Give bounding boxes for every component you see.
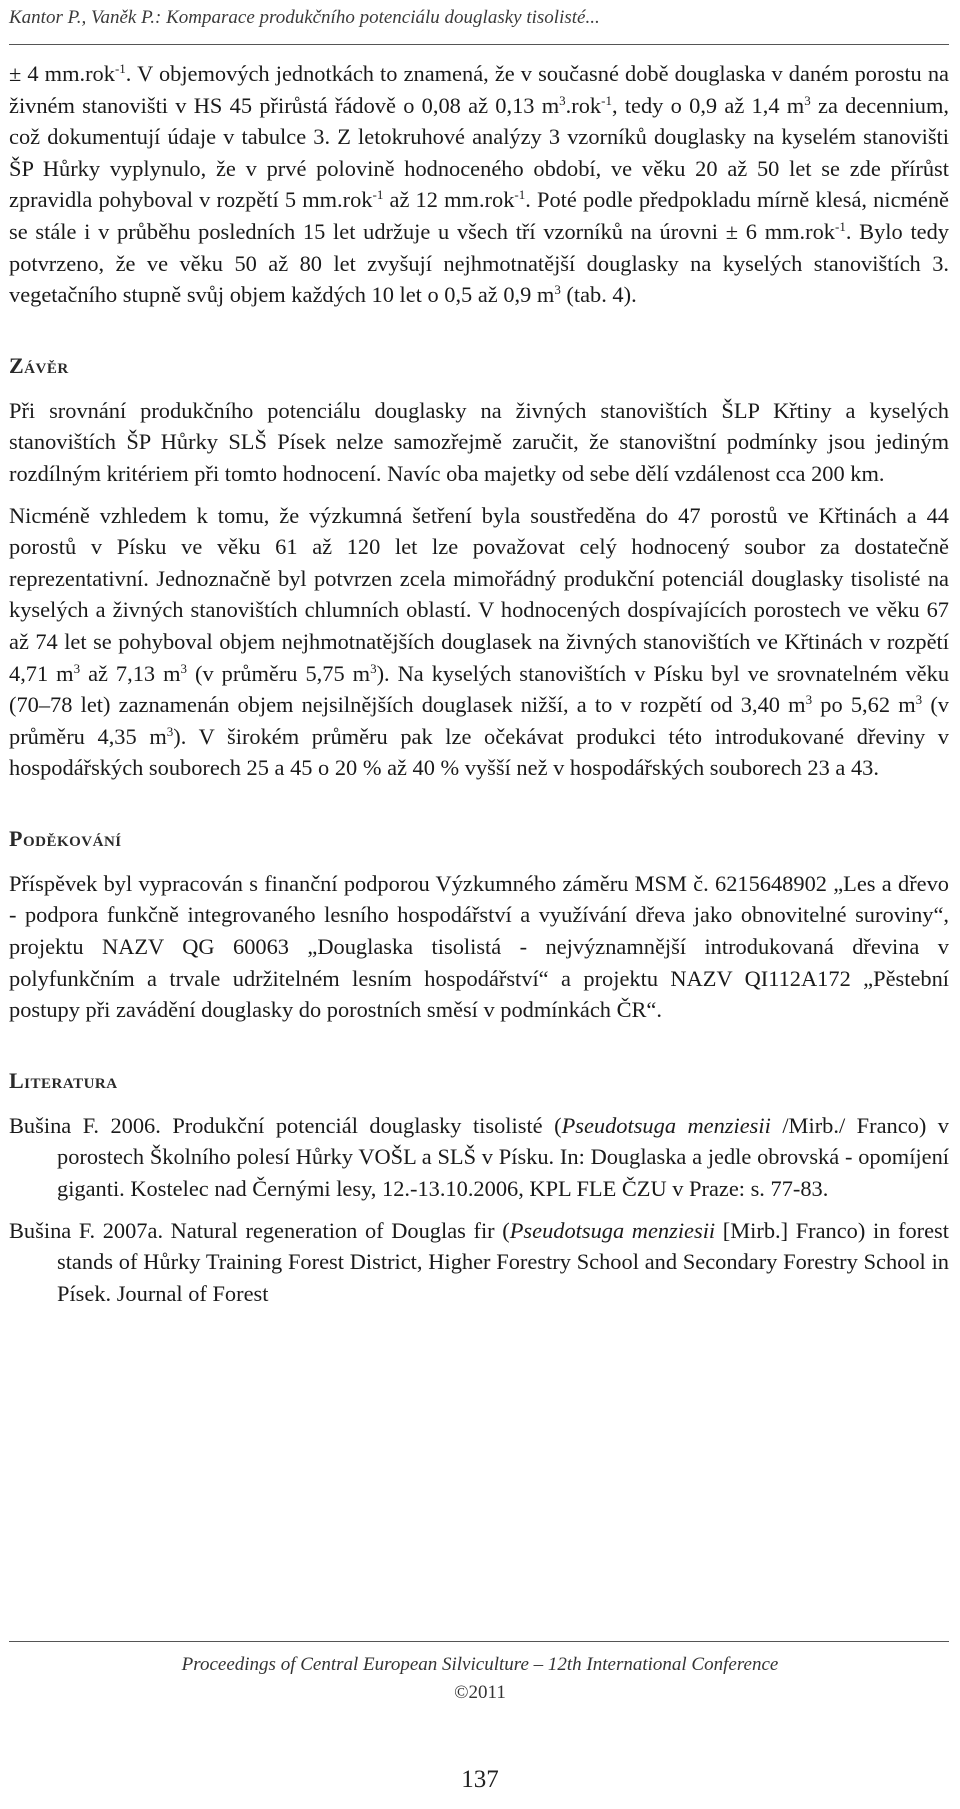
page-number: 137 xyxy=(461,1766,499,1793)
text-run: ). V širokém průměru pak lze očekávat produkci této introdukované dřeviny v hospodářských souborech 25 a 45 o 20 % až 40 % vyšší než v hospodářských souborech 23 a 43. xyxy=(9,723,949,781)
running-header: Kantor P., Vaněk P.: Komparace produkčního potenciálu douglasky tisolisté... xyxy=(9,7,600,28)
superscript: 3 xyxy=(804,92,811,108)
superscript: -1 xyxy=(601,92,612,108)
reference-item xyxy=(9,1215,949,1310)
superscript: 3 xyxy=(166,723,174,739)
header-rule xyxy=(9,44,949,45)
section-heading-zaver: Závěr xyxy=(9,352,69,378)
superscript: 3 xyxy=(180,660,188,676)
footer-copyright: ©2011 xyxy=(454,1682,506,1703)
reference-item xyxy=(9,1110,949,1205)
superscript: 3 xyxy=(805,692,813,708)
footer xyxy=(0,1651,960,1707)
text-run: . Poté podle předpokladu mírně klesá, nicméně se stále i v průběhu posledních 15 let udržuje u všech tří vzorníků na úrovni ± 6 mm.rok xyxy=(9,187,949,244)
footer-conference: Proceedings of Central European Silviculture – 12th International Conference xyxy=(181,1654,779,1675)
superscript: 3 xyxy=(559,92,566,108)
superscript: -1 xyxy=(372,187,384,203)
text-run: [Mirb.] Franco) in forest stands of Hůrky Training Forest District, Higher Forestry School and Secondary Forestry School in Písek. Journal of Forest xyxy=(57,1217,949,1306)
text-run: (v průměru 4,35 m xyxy=(9,692,949,749)
text-run: Bušina F. 2007a. Natural regeneration of Douglas fir ( xyxy=(9,1217,510,1243)
section-heading-podekovani: Poděkování xyxy=(9,825,122,851)
section-heading-literatura: Literatura xyxy=(9,1067,118,1093)
text-run: za decennium, což dokumentují údaje v tabulce 3. Z letokruhové analýzy 3 vzorníků douglasky na kyselém stanovišti ŠP Hůrky vyplynulo, že v prvé polovině hodnoceného období, ve věku 20 až 50 let se zde přírůst zpravidla pohyboval v rozpětí 5 mm.rok xyxy=(9,92,949,213)
text-run: po 5,62 m xyxy=(812,692,916,718)
superscript: 3 xyxy=(73,660,81,676)
species-name: Pseudotsuga menziesii xyxy=(509,1217,716,1243)
acknowledgement-paragraph: Příspěvek byl vypracován s finanční podporou Výzkumného záměru MSM č. 6215648902 „Les a dřevo - podpora funkčně integrovaného lesního hospodářství a využívání dřeva jako obnovitelné suroviny“, projektu NAZV QG 60063 „Douglaska tisolistá - nejvýznamnější introdukovaná dřevina v polyfunkčním a trvale udržitelném lesním hospodářství“ a projektu NAZV QI112A172 „Pěstební postupy při zavádění douglasky do porostních směsí v podmínkách ČR“. xyxy=(9,870,949,1023)
text-run: .rok xyxy=(565,92,602,118)
text-run: Bušina F. 2006. Produkční potenciál douglasky tisolisté ( xyxy=(9,1112,562,1138)
text-run: (v průměru 5,75 m xyxy=(187,660,371,686)
superscript: 3 xyxy=(554,282,561,298)
text-run: až 7,13 m xyxy=(80,660,181,686)
zaver-paragraph-2 xyxy=(9,500,949,784)
superscript: -1 xyxy=(834,218,846,234)
superscript: 3 xyxy=(370,660,377,676)
intro-paragraph xyxy=(9,58,949,311)
text-run: ± 4 mm.rok xyxy=(9,61,115,86)
species-name: Pseudotsuga menziesii xyxy=(561,1112,771,1138)
superscript: 3 xyxy=(915,692,923,708)
text-run: /Mirb./ Franco) v porostech Školního polesí Hůrky VOŠL a SLŠ v Písku. In: Douglaska a jedle obrovská - opomíjení giganti. Kostelec nad Černými lesy, 12.-13.10.2006, KPL FLE ČZU v Praze: s. 77-83. xyxy=(57,1112,949,1202)
text-run: (tab. 4). xyxy=(560,282,637,308)
text-run: . V objemových jednotkách to znamená, že v současné době douglaska v daném porostu na živném stanovišti v HS 45 přirůstá řádově o 0,08 až 0,13 m xyxy=(9,61,949,118)
zaver-paragraph-1: Při srovnání produkčního potenciálu douglasky na živných stanovištích ŠLP Křtiny a kyselých stanovištích ŠP Hůrky SLŠ Písek nelze samozřejmě zaručit, že stanovištní podmínky jsou jediným rozdílným kritériem při tomto hodnocení. Navíc oba majetky od sebe dělí vzdálenost cca 200 km. xyxy=(9,397,949,486)
text-run: až 12 mm.rok xyxy=(383,187,515,213)
superscript: -1 xyxy=(114,61,126,76)
superscript: -1 xyxy=(514,187,526,203)
text-run: ). Na kyselých stanovištích v Písku byl ve srovnatelném věku (70–78 let) zaznamenán objem nejsilnějších douglasek nižší, a to v rozpětí od 3,40 m xyxy=(9,660,950,718)
text-run: , tedy o 0,9 až 1,4 m xyxy=(611,92,805,118)
page-body xyxy=(9,58,949,1319)
footer-rule xyxy=(9,1641,949,1642)
text-run: . Bylo tedy potvrzeno, že ve věku 50 až 80 let zvyšují nejhmotnatější douglasky na kyselých stanovištích 3. vegetačního stupně svůj objem každých 10 let o 0,5 až 0,9 m xyxy=(9,218,949,308)
text-run: Nicméně vzhledem k tomu, že výzkumná šetření byla soustředěna do 47 porostů ve Křtinách a 44 porostů v Písku ve věku 61 až 120 let lze považovat celý hodnocený soubor za dostatečně reprezentativní. Jednoznačně byl potvrzen zcela mimořádný produkční potenciál douglasky tisolisté na kyselých a živných stanovištích chlumních oblastí. V hodnocených dospívajících porostech ve věku 67 až 74 let se pohyboval objem nejhmotnatějších douglasek na živných stanovištích ve Křtinách v rozpětí 4,71 m xyxy=(9,502,949,686)
